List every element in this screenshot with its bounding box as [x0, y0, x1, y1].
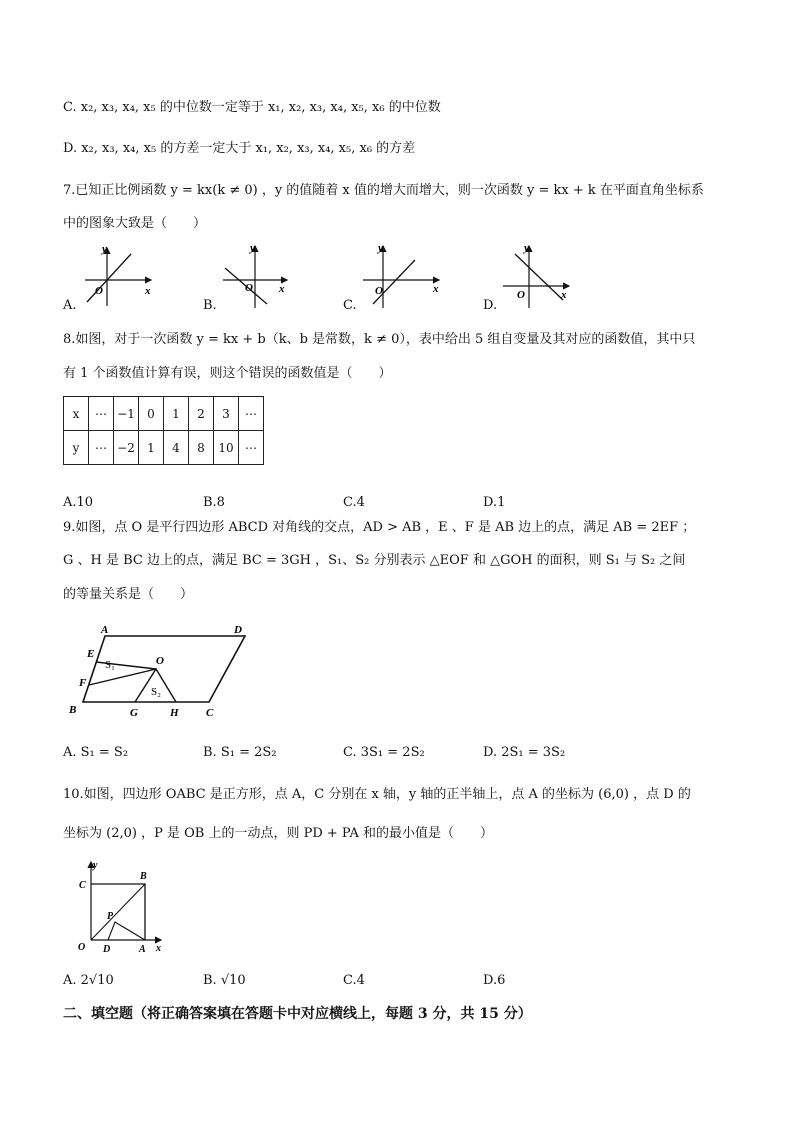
q10-label-b: B — [140, 871, 147, 882]
table-cell: 1 — [139, 431, 164, 465]
q7-graph-d-y-label: y — [524, 242, 529, 254]
table-cell: 2 — [189, 397, 214, 431]
table-cell: x — [64, 397, 89, 431]
q9-stem-line2: G 、H 是 BC 边上的点，满足 BC = 3GH ，S₁、S₂ 分别表示 △EOF 和 △GOH 的面积，则 S₁ 与 S₂ 之间 — [63, 553, 686, 568]
q8-option-b: B.8 — [203, 495, 225, 510]
q7-graph-c-origin: O — [375, 285, 383, 297]
q7-graph-d-x-label: x — [561, 289, 567, 301]
q7-option-d-label: D. — [483, 298, 498, 313]
q8-option-c: C.4 — [343, 495, 365, 510]
q7-graph-a-y-label: y — [102, 243, 107, 255]
q10-label-y: y — [93, 860, 98, 871]
q7-graph-c-x-label: x — [433, 283, 439, 295]
q7-graph-c — [363, 242, 439, 308]
table-cell: 10 — [214, 431, 239, 465]
q8-value-table — [63, 396, 264, 465]
table-cell: 0 — [139, 397, 164, 431]
q6-option-d: D. x₂, x₃, x₄, x₅ 的方差一定大于 x₁, x₂, x₃, x₄, x₅, x₆ 的方差 — [63, 141, 416, 156]
q9-label-f: F — [79, 677, 87, 689]
table-cell: ⋯ — [89, 431, 114, 465]
table-cell: ⋯ — [89, 397, 114, 431]
q10-stem-line2: 坐标为 (2,0) ，P 是 OB 上的一动点，则 PD + PA 和的最小值是（ ） — [63, 826, 493, 841]
q9-parallelogram-figure — [63, 618, 253, 722]
q9-label-c: C — [206, 707, 214, 719]
table-cell: y — [64, 431, 89, 465]
q10-option-a: A. 2√10 — [63, 973, 114, 988]
q9-label-g: G — [130, 707, 138, 719]
table-cell: 4 — [164, 431, 189, 465]
q10-label-o: O — [78, 942, 86, 953]
q7-stem-line1: 7.已知正比例函数 y = kx(k ≠ 0) ，y 的值随着 x 值的增大而增大，则一次函数 y = kx + k 在平面直角坐标系 — [63, 183, 704, 198]
q7-option-graphs — [63, 242, 763, 314]
q10-label-x: x — [156, 943, 161, 954]
q7-graph-c-y-label: y — [378, 242, 383, 254]
q7-graph-a-x-label: x — [145, 285, 151, 297]
q10-label-p: P — [107, 911, 114, 922]
q8-table-row-y — [64, 431, 264, 465]
q9-option-d: D. 2S₁ = 3S₂ — [483, 745, 566, 760]
table-cell: ⋯ — [239, 431, 264, 465]
table-cell: −1 — [114, 397, 139, 431]
q9-stem-line1: 9.如图，点 O 是平行四边形 ABCD 对角线的交点，AD > AB ，E 、F 是 AB 边上的点，满足 AB = 2EF ； — [63, 520, 696, 535]
q8-stem-line2: 有 1 个函数值计算有误，则这个错误的函数值是（ ） — [63, 366, 392, 381]
q10-label-a: A — [139, 944, 146, 955]
q7-graph-d — [503, 242, 569, 308]
q8-option-a: A.10 — [63, 495, 94, 510]
q10-option-d: D.6 — [483, 973, 506, 988]
table-cell: 8 — [189, 431, 214, 465]
q7-graph-a-line — [87, 254, 131, 302]
table-cell: 3 — [214, 397, 239, 431]
q7-option-b-label: B. — [203, 298, 217, 313]
table-cell: 1 — [164, 397, 189, 431]
q7-graph-b — [223, 242, 287, 308]
q9-option-b: B. S₁ = 2S₂ — [203, 745, 277, 760]
q9-label-e: E — [87, 648, 95, 660]
q8-table-row-x — [64, 397, 264, 431]
q10-option-c: C.4 — [343, 973, 365, 988]
q9-label-s2: S₂ — [151, 686, 161, 698]
q9-label-o: O — [156, 655, 164, 667]
section-2-heading: 二、填空题（将正确答案填在答题卡中对应横线上，每题 3 分，共 15 分） — [63, 1006, 532, 1022]
q7-graph-b-y-label: y — [250, 242, 255, 254]
q8-option-d: D.1 — [483, 495, 506, 510]
q10-option-b: B. √10 — [203, 973, 246, 988]
q7-graph-d-origin: O — [517, 289, 525, 301]
q8-stem-line1: 8.如图，对于一次函数 y = kx + b（k、b 是常数，k ≠ 0），表中给出 5 组自变量及其对应的函数值，其中只 — [63, 332, 696, 347]
q7-graph-a-origin: O — [95, 285, 103, 297]
q9-label-d: D — [234, 624, 242, 636]
q9-label-a: A — [101, 624, 109, 636]
q7-stem-line2: 中的图象大致是（ ） — [63, 216, 207, 231]
q9-label-h: H — [170, 707, 179, 719]
q7-graph-b-origin: O — [245, 282, 253, 294]
q10-stem-line1: 10.如图，四边形 OABC 是正方形，点 A，C 分别在 x 轴，y 轴的正半轴上，点 A 的坐标为 (6,0) ，点 D 的 — [63, 787, 691, 802]
q9-stem-line3: 的等量关系是（ ） — [63, 587, 194, 602]
q7-graph-c-line — [373, 260, 415, 304]
q9-label-b: B — [69, 704, 77, 716]
q10-label-d: D — [103, 944, 111, 955]
q9-option-a: A. S₁ = S₂ — [63, 745, 129, 760]
q6-option-c: C. x₂, x₃, x₄, x₅ 的中位数一定等于 x₁, x₂, x₃, x₄, x₅, x₆ 的中位数 — [63, 100, 441, 115]
table-cell: −2 — [114, 431, 139, 465]
table-cell: ⋯ — [239, 397, 264, 431]
q7-option-a-label: A. — [63, 298, 77, 313]
q9-label-s1: S₁ — [105, 659, 115, 671]
q7-graph-b-x-label: x — [279, 283, 285, 295]
q7-option-c-label: C. — [343, 298, 357, 313]
q10-square-figure — [63, 858, 173, 956]
q9-option-c: C. 3S₁ = 2S₂ — [343, 745, 425, 760]
q7-graph-a — [85, 243, 151, 306]
q10-label-c: C — [79, 880, 86, 891]
